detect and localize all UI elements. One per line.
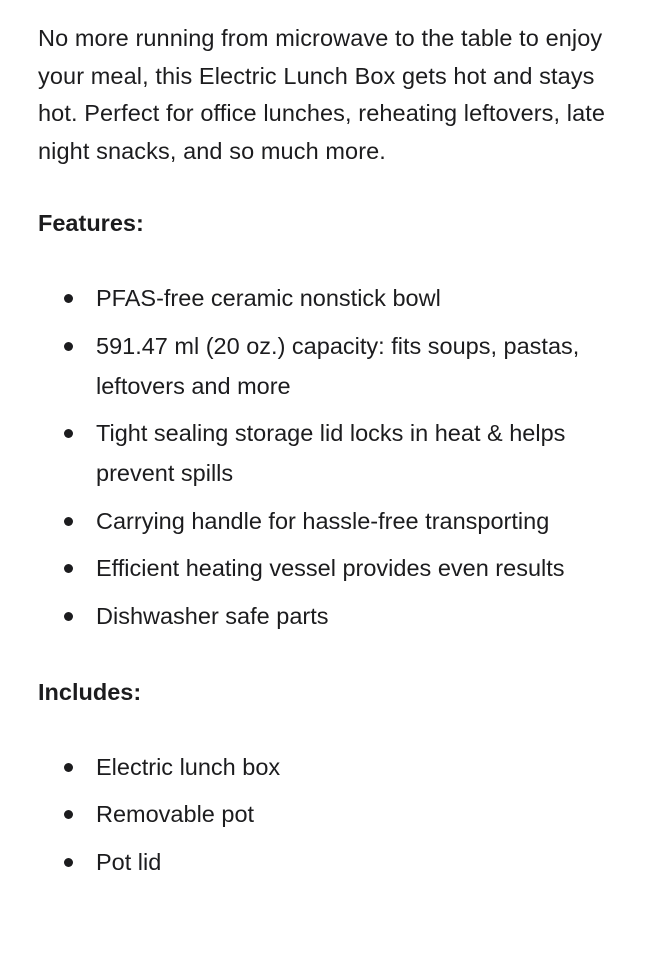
list-item: [38, 596, 634, 636]
include-text: Pot lid: [96, 848, 162, 875]
feature-text: Efficient heating vessel provides even results: [96, 555, 565, 581]
list-item: [38, 548, 634, 588]
feature-text: PFAS-free ceramic nonstick bowl: [96, 285, 441, 311]
list-item: [38, 842, 634, 882]
list-item: [38, 747, 634, 787]
list-item: [38, 326, 634, 406]
bullet-icon: [64, 858, 73, 867]
list-item: [38, 278, 634, 318]
bullet-icon: [64, 429, 73, 438]
bullet-icon: [64, 763, 73, 772]
list-item: [38, 794, 634, 834]
includes-heading: Includes:: [38, 678, 142, 705]
include-text: Removable pot: [96, 801, 255, 827]
product-description: No more running from microwave to the table to enjoy your meal, this Electric Lunch Box gets hot and stays hot. Perfect for office lunches, reheating leftovers, late night snacks, and so much more.: [38, 25, 606, 164]
features-heading: Features:: [38, 210, 144, 236]
includes-list: [38, 747, 634, 882]
bullet-icon: [64, 612, 73, 621]
features-list: [38, 278, 634, 636]
list-item: [38, 413, 634, 493]
list-item: [38, 501, 634, 541]
feature-text: Dishwasher safe parts: [96, 602, 329, 629]
feature-text: Carrying handle for hassle-free transporting: [96, 507, 550, 534]
bullet-icon: [64, 517, 73, 526]
bullet-icon: [64, 564, 73, 573]
include-text: Electric lunch box: [96, 753, 281, 780]
feature-text: 591.47 ml (20 oz.) capacity: fits soups, pastas, leftovers and more: [96, 332, 580, 399]
bullet-icon: [64, 294, 73, 303]
feature-text: Tight sealing storage lid locks in heat & helps prevent spills: [96, 420, 566, 486]
bullet-icon: [64, 342, 73, 351]
bullet-icon: [64, 810, 73, 819]
